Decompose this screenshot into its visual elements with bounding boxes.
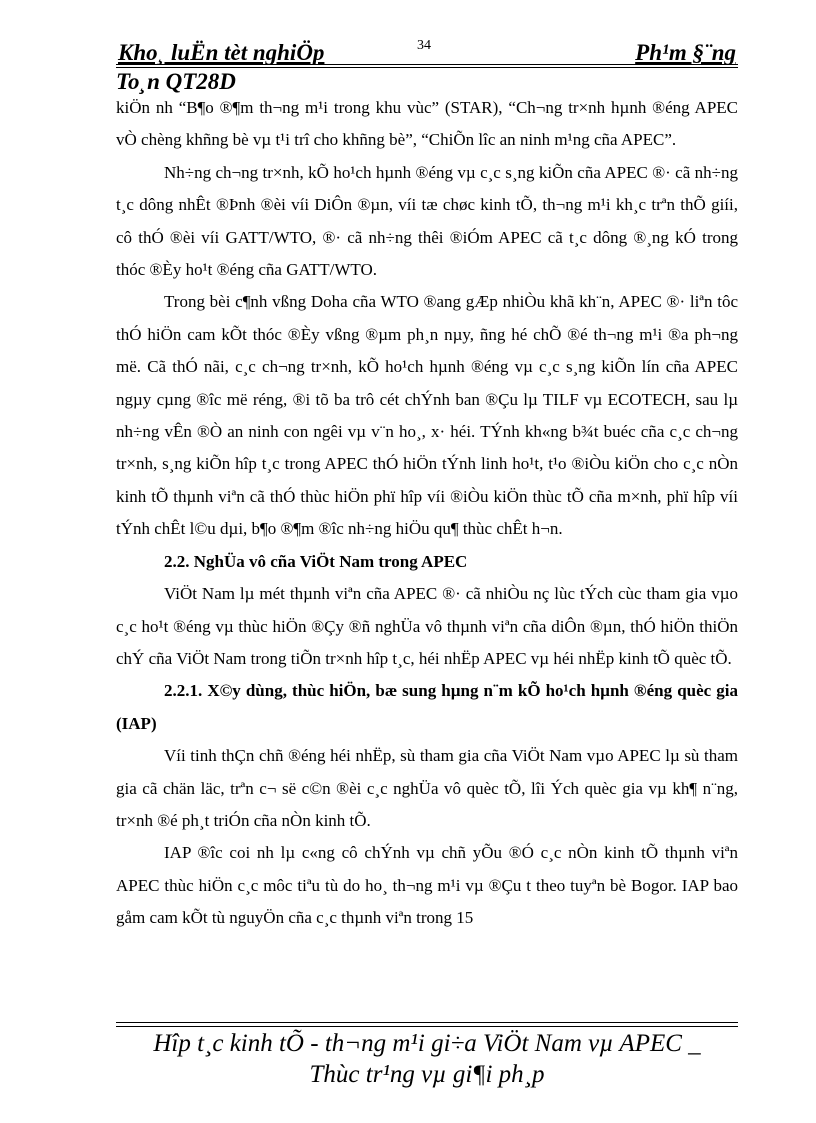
paragraph: IAP ®îc coi nh lµ c«ng cô chÝnh vµ chñ yÕu ®Ó c¸c nÒn kinh tÕ thµnh viªn APEC thùc hiÖn c¸c môc tiªu tù do ho¸ th¬ng m¹i vµ ®Çu t theo tuyªn bè Bogor. IAP bao gåm cam kÕt tù nguyÖn cña c¸c thµnh viªn trong 15 bbox=[116, 843, 738, 928]
footer-rule bbox=[116, 1022, 738, 1023]
paragraph: Trong bèi c¶nh vßng Doha cña WTO ®ang gÆp nhiÒu khã kh¨n, APEC ®· liªn tôc thÓ hiÖn cam kÕt thóc ®Èy vßng ®µm ph¸n nµy, ñng hé chÕ ®é th¬ng m¹i ®a ph¬ng më. Cã thÓ nãi, c¸c ch¬ng tr×nh, kÕ ho¹ch hµnh ®éng vµ c¸c s¸ng kiÕn lín cña APEC ngµy cµng ®îc më réng, ®i tõ ba trô cét chÝnh ban ®Çu lµ TILF vµ ECOTECH, sau lµ nh÷ng vÊn ®Ò an ninh con ngêi vµ v¨n ho¸, x· héi. TÝnh kh«ng b¾t buéc cña c¸c ch¬ng tr×nh, s¸ng kiÕn hîp t¸c trong APEC thÓ hiÖn tÝnh linh ho¹t, t¹o ®iÒu kiÖn cho c¸c nÒn kinh tÕ thµnh viªn cã thÓ thùc hiÖn phï hîp víi ®iÒu kiÖn thùc tÕ cña m×nh, phï hîp víi tÝnh chÊt l©u dµi, b¶o ®¶m ®îc nh÷ng hiÖu qu¶ thùc chÊt h¬n. bbox=[116, 292, 738, 539]
page-number: 34 bbox=[417, 38, 431, 53]
paragraph: Víi tinh thÇn chñ ®éng héi nhËp, sù tham gia cña ViÖt Nam vµo APEC lµ sù tham gia cã chän läc, trªn c¬ së c©n ®èi c¸c nghÜa vô quèc tÕ, lîi Ých quèc gia vµ kh¶ n¨ng, tr×nh ®é ph¸t triÓn cña nÒn kinh tÕ. bbox=[116, 746, 738, 830]
header-left-title: Kho¸ luËn tèt nghiÖp bbox=[118, 40, 325, 65]
header-rule-thin bbox=[116, 67, 738, 68]
header-right-author: Ph¹m §¨ng bbox=[635, 40, 736, 65]
header-class-name: To¸n QT28D bbox=[116, 69, 236, 94]
document-body bbox=[116, 92, 738, 935]
paragraph: ViÖt Nam lµ mét thµnh viªn cña APEC ®· cã nhiÒu nç lùc tÝch cùc tham gia vµo c¸c ho¹t ®éng vµ thùc hiÖn ®Çy ®ñ nghÜa vô thµnh viªn cña diÔn ®µn, thÓ hiÖn thiÖn chÝ cña ViÖt Nam trong tiÕn tr×nh hîp t¸c, héi nhËp APEC vµ héi nhËp kinh tÕ quèc tÕ. bbox=[116, 584, 738, 668]
section-heading-2-2-1: 2.2.1. X©y dùng, thùc hiÖn, bæ sung hµng n¨m kÕ ho¹ch hµnh ®éng quèc gia (IAP) bbox=[116, 681, 738, 733]
paragraph: Nh÷ng ch¬ng tr×nh, kÕ ho¹ch hµnh ®éng vµ c¸c s¸ng kiÕn cña APEC ®· cã nh÷ng t¸c dông nhÊt ®Þnh ®èi víi DiÔn ®µn, víi tæ chøc kinh tÕ, th¬ng m¹i kh¸c trªn thÕ giíi, cô thÓ ®èi víi GATT/WTO, ®· cã nh÷ng thêi ®iÓm APEC cã t¸c dông ®¸ng kÓ trong thóc ®Èy ho¹t ®éng cña GATT/WTO. bbox=[116, 162, 738, 280]
footer-line-1: Hîp t¸c kinh tÕ - th¬ng m¹i gi÷a ViÖt Nam vµ APEC _ bbox=[153, 1030, 701, 1057]
header-rule bbox=[116, 64, 738, 65]
footer-line-2: Thùc tr¹ng vµ gi¶i ph¸p bbox=[309, 1061, 545, 1088]
footer-rule-thin bbox=[116, 1026, 738, 1027]
footer bbox=[116, 1028, 738, 1090]
section-heading-2-2: 2.2. NghÜa vô cña ViÖt Nam trong APEC bbox=[164, 551, 468, 571]
paragraph-continuation: kiÖn nh “B¶o ®¶m th¬ng m¹i trong khu vùc” (STAR), “Ch¬ng tr×nh hµnh ®éng APEC vÒ chèng khñng bè vµ t¹i trî cho khñng bè”, “ChiÕn lîc an ninh m¹ng cña APEC”. bbox=[116, 98, 738, 150]
